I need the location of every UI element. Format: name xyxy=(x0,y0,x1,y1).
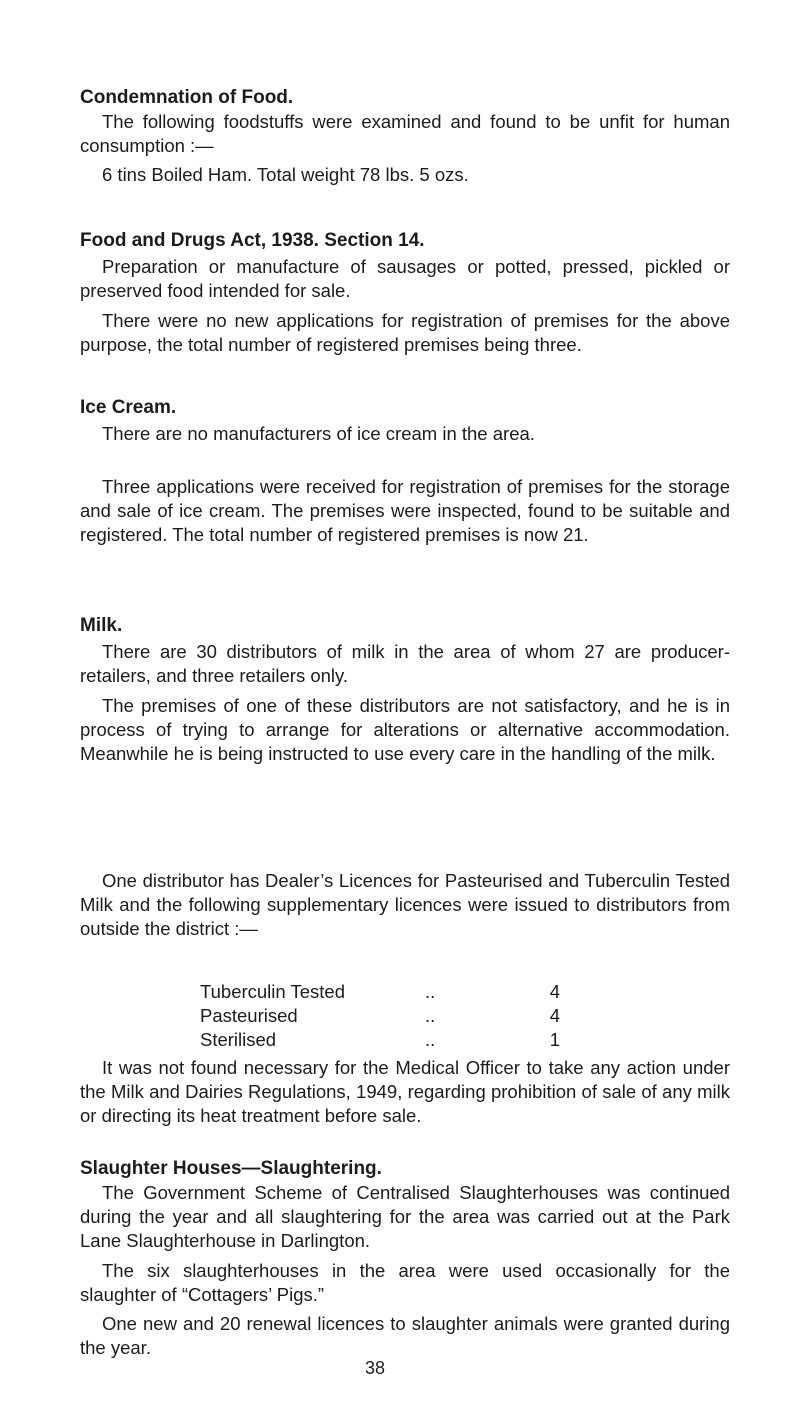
leader-dots: .. xyxy=(425,981,436,1002)
food-drugs-paragraph-2: There were no new applications for registration of premises for the above purpose, the total number of registered premises being three. xyxy=(80,310,730,355)
document-page xyxy=(80,0,730,1408)
licence-row xyxy=(200,1028,560,1052)
food-drugs-paragraph-1: Preparation or manufacture of sausages or potted, pressed, pickled or preserved food intended for sale. xyxy=(80,256,730,301)
licence-count: 4 xyxy=(549,1005,560,1026)
supplementary-licences-list xyxy=(200,980,560,1052)
milk-paragraph-1: There are 30 distributors of milk in the area of whom 27 are producer-retailers, and three retailers only. xyxy=(80,641,730,686)
licence-label: Sterilised xyxy=(200,1029,277,1050)
milk-paragraph-2: The premises of one of these distributors are not satisfactory, and he is in process of trying to arrange for alterations or alternative accommodation. Meanwhile he is being instructed to use every care in the handling of the milk. xyxy=(80,695,730,764)
licence-label: Tuberculin Tested xyxy=(200,981,346,1002)
licence-row xyxy=(200,1004,560,1028)
ice-cream-paragraph-2: Three applications were received for registration of premises for the storage and sale of ice cream. The premises were inspected, found to be suitable and registered. The total number of registered premises is now 21. xyxy=(80,476,730,545)
milk-paragraph-3: One distributor has Dealer’s Licences for Pasteurised and Tuberculin Tested Milk and the following supplementary licences were issued to distributors from outside the district :— xyxy=(80,870,730,939)
page-number: 38 xyxy=(365,1358,386,1378)
slaughter-paragraph-3: One new and 20 renewal licences to slaughter animals were granted during the year. xyxy=(80,1313,730,1358)
condemnation-paragraph-2: 6 tins Boiled Ham. Total weight 78 lbs. 5 ozs. xyxy=(102,164,469,185)
leader-dots: .. xyxy=(425,1029,436,1050)
heading-slaughter-houses: Slaughter Houses—Slaughtering. xyxy=(80,1158,382,1179)
heading-condemnation: Condemnation of Food. xyxy=(80,87,294,108)
licence-count: 1 xyxy=(549,1029,560,1050)
heading-milk: Milk. xyxy=(80,615,123,636)
ice-cream-paragraph-1: There are no manufacturers of ice cream in the area. xyxy=(102,423,535,444)
licence-label: Pasteurised xyxy=(200,1005,298,1026)
leader-dots: .. xyxy=(425,1005,436,1026)
milk-paragraph-4: It was not found necessary for the Medical Officer to take any action under the Milk and Dairies Regulations, 1949, regarding prohibition of sale of any milk or directing its heat treatment before sale. xyxy=(80,1057,730,1126)
licence-row xyxy=(200,980,560,1004)
licence-count: 4 xyxy=(549,981,560,1002)
slaughter-paragraph-1: The Government Scheme of Centralised Slaughterhouses was continued during the year and all slaughtering for the area was carried out at the Park Lane Slaughterhouse in Darlington. xyxy=(80,1182,730,1251)
heading-ice-cream: Ice Cream. xyxy=(80,397,177,418)
heading-food-drugs-act: Food and Drugs Act, 1938. Section 14. xyxy=(80,230,425,251)
condemnation-paragraph-1: The following foodstuffs were examined and found to be unfit for human consumption :— xyxy=(80,111,730,156)
slaughter-paragraph-2: The six slaughterhouses in the area were used occasionally for the slaughter of “Cottagers’ Pigs.” xyxy=(80,1260,730,1305)
